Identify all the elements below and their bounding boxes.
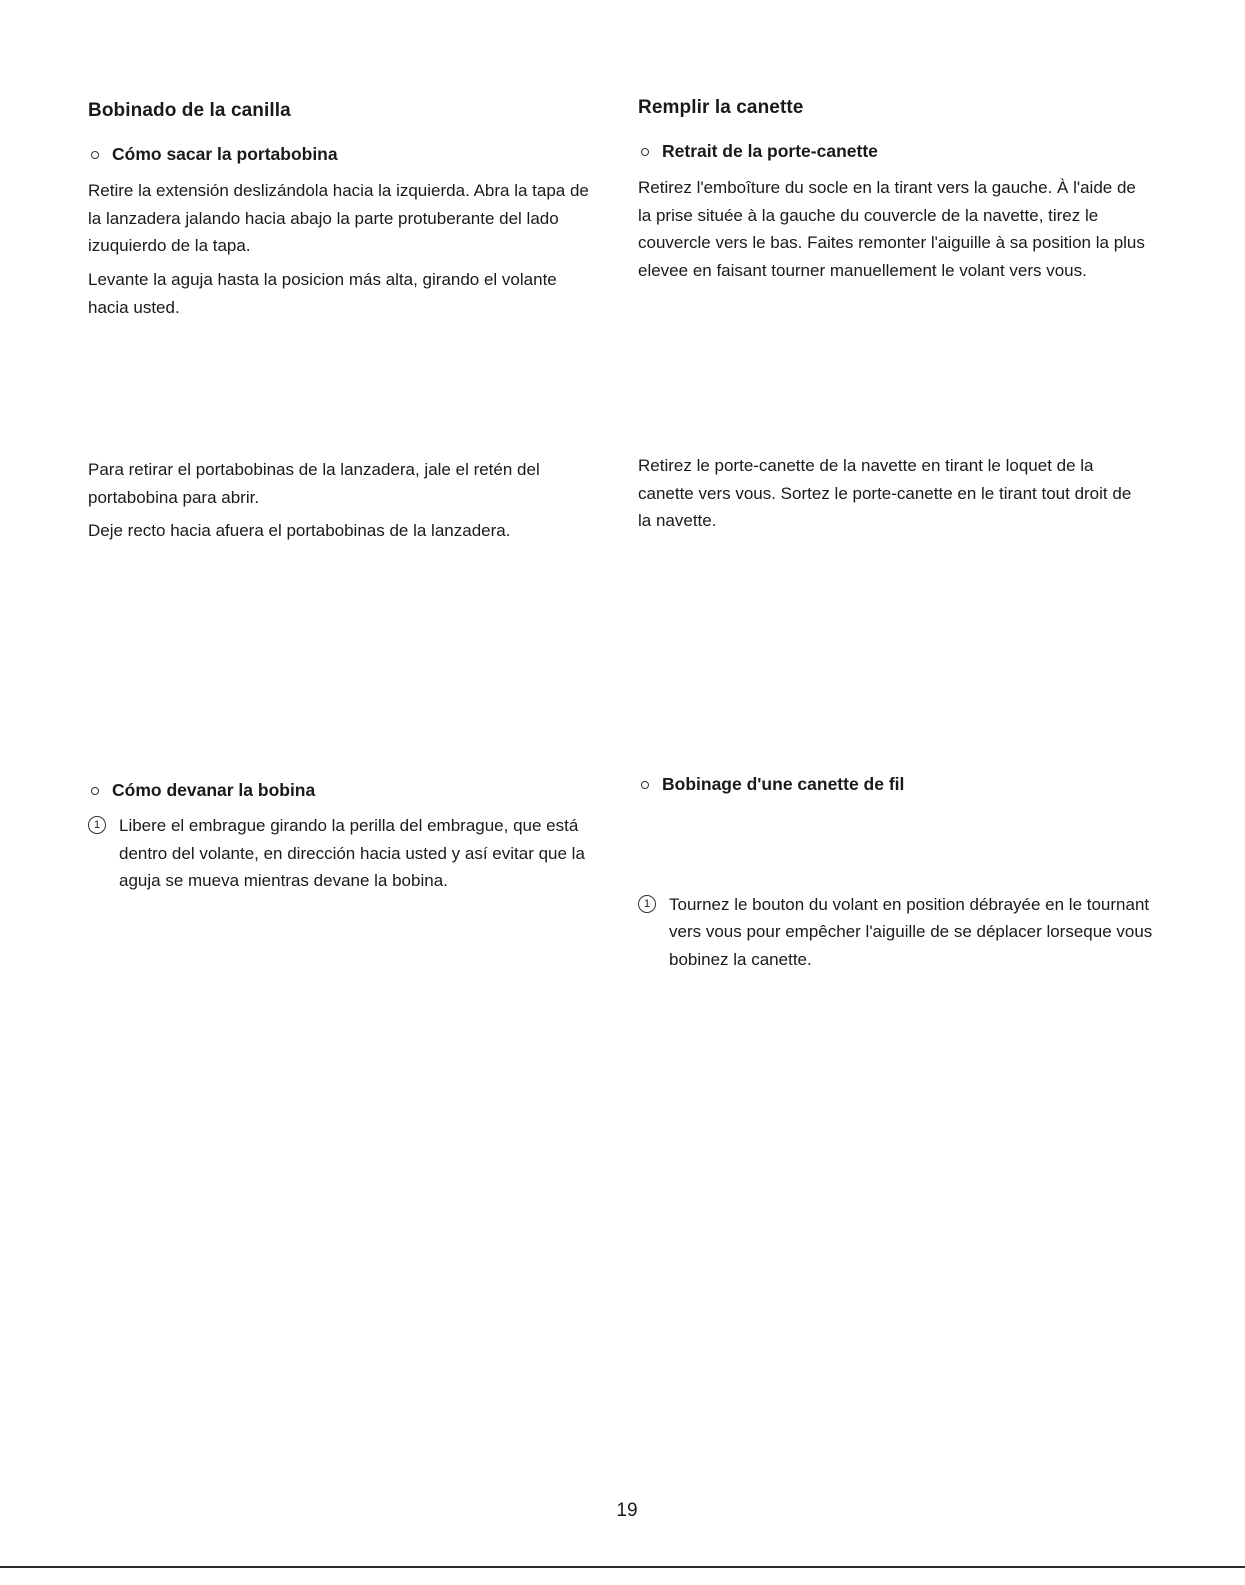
subheading-label: Cómo sacar la portabobina	[112, 144, 338, 164]
step-1-es	[88, 812, 609, 895]
subheading-remove-bobbin-case-fr	[638, 141, 1168, 162]
paragraph-remove-extension-es: Retire la extensión deslizándola hacia la izquierda. Abra la tapa de la lanzadera jalando hacia abajo la parte protuberante del lado izuquierdo de la tapa.	[88, 181, 589, 255]
subheading-wind-bobbin-es	[88, 780, 618, 801]
paragraph-raise-needle-es: Levante la aguja hasta la posicion más alta, girando el volante hacia usted.	[88, 270, 557, 317]
section-title-es: Bobinado de la canilla	[88, 100, 291, 121]
step-number-circle-icon: 1	[638, 895, 656, 913]
paragraph-pull-latch-es: Para retirar el portabobinas de la lanzadera, jale el retén del portabobina para abrir.	[88, 460, 540, 507]
subheading-wind-bobbin-fr	[638, 774, 1168, 795]
subheading-label: Bobinage d'une canette de fil	[662, 774, 905, 794]
step-1-fr	[638, 891, 1179, 974]
bullet-icon	[91, 787, 99, 795]
step-text: Tournez le bouton du volant en position débrayée en le tournant vers vous pour empêcher l'aiguille de se déplacer lorseque vous bobinez la canette.	[669, 894, 1153, 969]
bottom-rule	[0, 1566, 1245, 1568]
step-number-circle-icon: 1	[88, 816, 106, 834]
bullet-icon	[641, 148, 649, 156]
paragraph-pull-out-es: Deje recto hacia afuera el portabobinas de la lanzadera.	[88, 521, 511, 540]
page-number: 19	[616, 1500, 638, 1521]
bullet-icon	[91, 151, 99, 159]
section-title-fr: Remplir la canette	[638, 97, 804, 118]
step-text: Libere el embrague girando la perilla del embrague, que está dentro del volante, en dirección hacia usted y así evitar que la aguja se mueva mientras devane la bobina.	[119, 816, 585, 890]
paragraph-remove-extension-fr: Retirez l'emboîture du socle en la tirant vers la gauche. À l'aide de la prise située à la gauche du couvercle de la navette, tirez le couvercle vers le bas. Faites remonter l'aiguille à sa position la plus elevee en faisant tourner manuellement le volant vers vous.	[638, 178, 1145, 280]
subheading-remove-bobbin-case-es	[88, 144, 618, 165]
bullet-icon	[641, 781, 649, 789]
subheading-label: Cómo devanar la bobina	[112, 780, 316, 800]
subheading-label: Retrait de la porte-canette	[662, 141, 878, 161]
paragraph-pull-latch-fr: Retirez le porte-canette de la navette en tirant le loquet de la canette vers vous. Sortez le porte-canette en le tirant tout droit de la navette.	[638, 456, 1132, 530]
